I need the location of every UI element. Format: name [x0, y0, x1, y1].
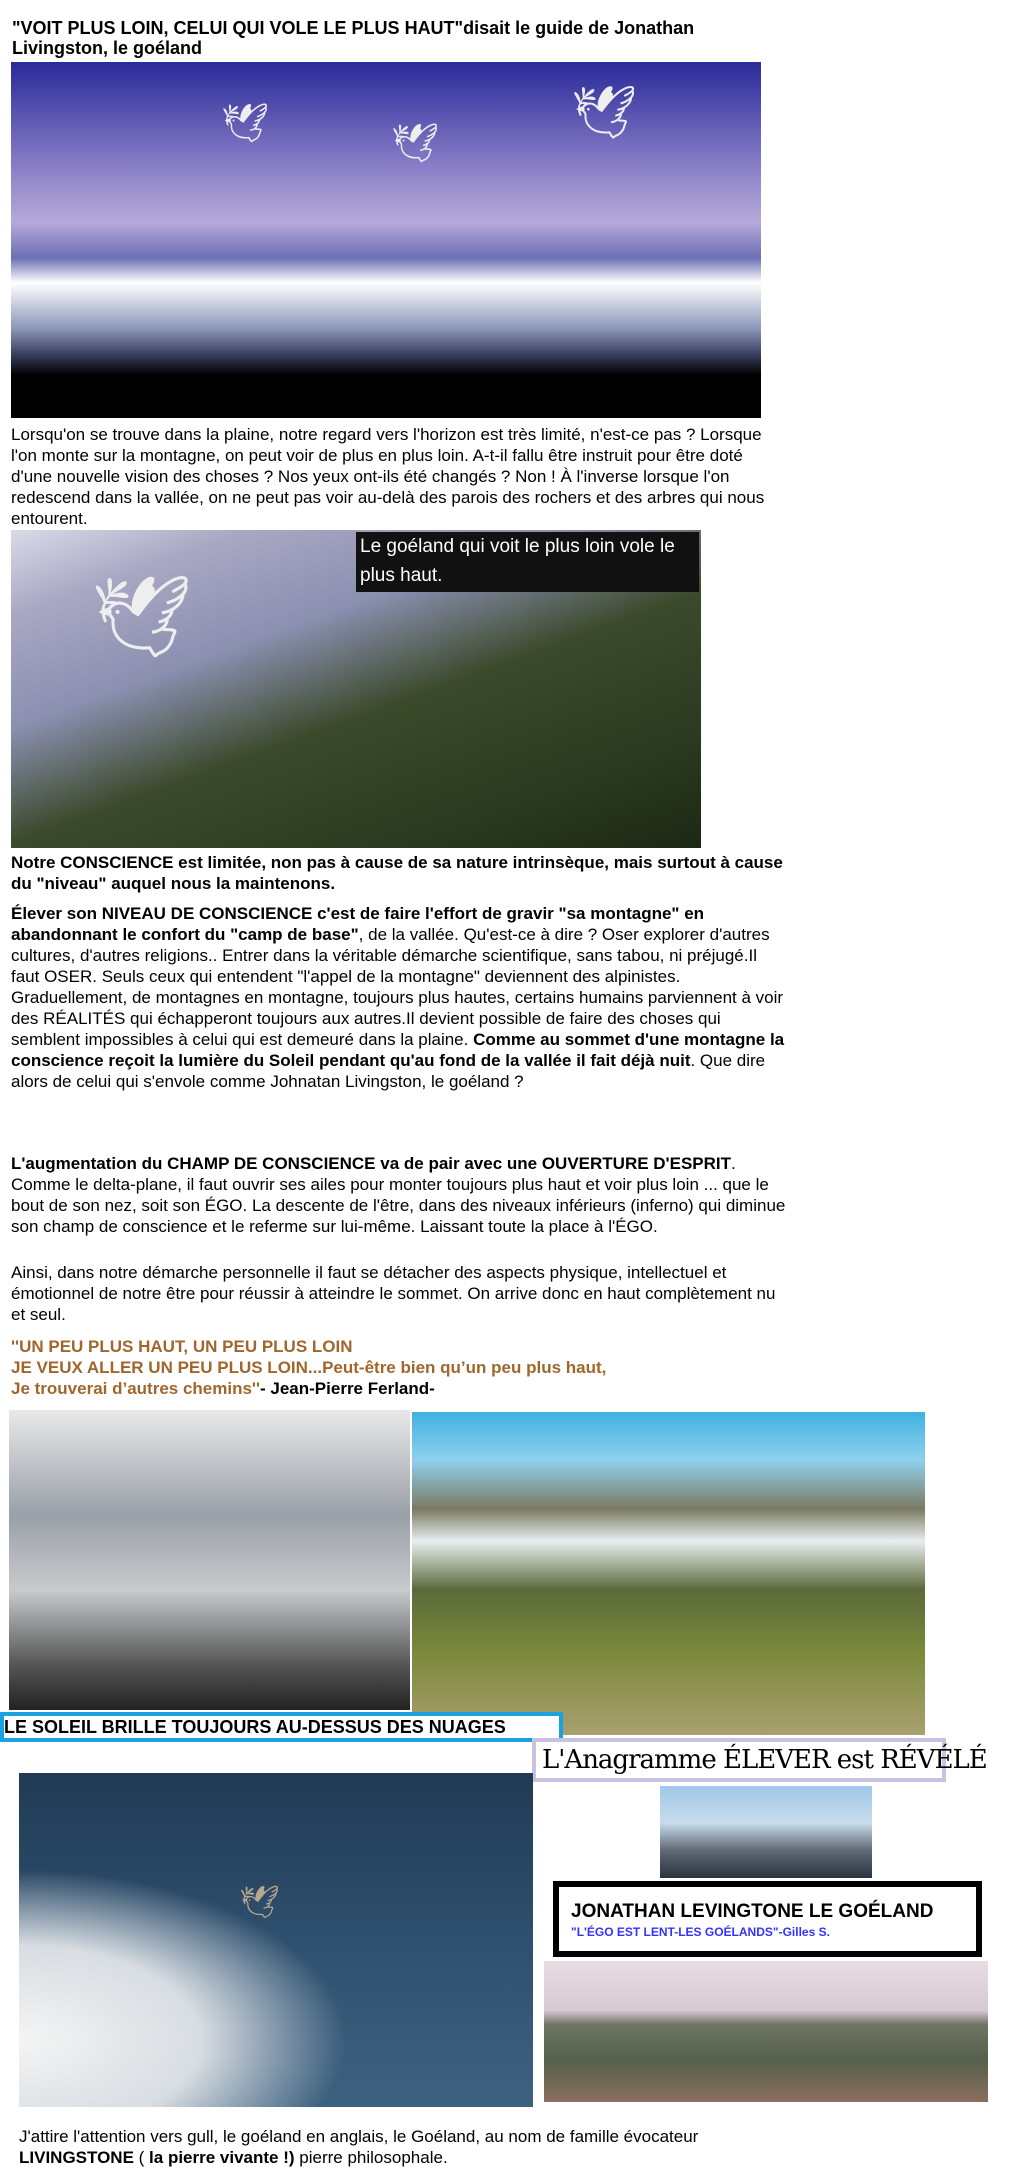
title-quote: "VOIT PLUS LOIN, CELUI QUI VOLE LE PLUS HAUT" [12, 18, 464, 38]
text: J'attire l'attention vers gull, le goéland en anglais, le Goéland, au nom de famille évocateur [19, 2127, 699, 2146]
conscience-paragraph: Notre CONSCIENCE est limitée, non pas à cause de sa nature intrinsèque, mais surtout à cause du "niveau" auquel nous la maintenons. [11, 853, 783, 893]
text: . Comme le delta-plane, il faut ouvrir ses ailes pour monter toujours plus haut et voir plus loin ... que le bout de son nez, soit son ÉGO. La descente de l'être, dans des niveaux inférieurs (inferno) qui diminue son champ de conscience et le referme sur lui-même. Laissant toute la place à l'ÉGO. [11, 1154, 786, 1236]
text: . Que dire alors de celui qui s'envole comme Johnatan Livingston, le goéland ? [11, 1051, 766, 1091]
bold-text: LIVINGSTONE [19, 2148, 134, 2167]
anagram-box: L'Anagramme ÉLEVER est RÉVÉLÉ [532, 1738, 946, 1782]
climbing-routes-mountain-image [660, 1786, 872, 1878]
box-title: JONATHAN LEVINGTONE LE GOÉLAND [571, 1901, 934, 1922]
image-caption: Le goéland qui voit le plus loin vole le plus haut. [356, 532, 699, 592]
text: pierre philosophale. [294, 2148, 448, 2167]
champ-paragraph [11, 1153, 786, 1237]
niveau-paragraph [11, 903, 786, 1092]
hiker-mountain-image [412, 1412, 925, 1735]
intro-paragraph: Lorsqu'on se trouve dans la plaine, notre regard vers l'horizon est très limité, n'est-ce pas ? Lorsque l'on monte sur la montagne, on peut voir de plus en plus loin. A-t-il fallu être instruit pour être doté d'une nouvelle vision des choses ? Nos yeux ont-ils été changés ? Non ! À l'inverse lorsque l'on redescend dans la vallée, on ne peut pas voir au-delà des parois des rochers et des arbres qui nous entourent. [11, 425, 765, 528]
seagulls-over-mountain-image: 🕊 🕊 🕊 [11, 62, 761, 418]
ferland-quote [11, 1336, 786, 1399]
box-subtitle: "L'ÉGO EST LENT-LES GOÉLANDS"-Gilles S. [571, 1925, 830, 1939]
gull-cliff-image: 🕊 [11, 530, 701, 848]
bold-text: la pierre vivante !) [149, 2148, 295, 2167]
ainsi-paragraph: Ainsi, dans notre démarche personnelle il faut se détacher des aspects physique, intellectuel et émotionnel de notre être pour réussir à atteindre le sommet. On arrive donc en haut complètement nu et seul. [11, 1263, 776, 1324]
man-pointing-clouds-image [9, 1410, 410, 1710]
text: ( [133, 2148, 150, 2167]
title-rest: disait le guide de Jonathan Livingston, le goéland [12, 18, 695, 58]
gull-sky-image: 🕊 [19, 1773, 533, 2107]
bold-text: L'augmentation du CHAMP DE CONSCIENCE va de pair avec une OUVERTURE D'ESPRIT [11, 1154, 732, 1173]
quote-line: ''UN PEU PLUS HAUT, UN PEU PLUS LOIN [11, 1337, 353, 1356]
quote-line: Je trouverai d’autres chemins'' [11, 1379, 261, 1398]
final-paragraph [19, 2126, 794, 2168]
jonathan-box [553, 1881, 982, 1957]
page-title [12, 18, 787, 58]
bold-text: Comme au sommet d'une montagne la conscience reçoit la lumière du Soleil pendant qu'au fond de la vallée il fait déjà nuit [11, 1030, 785, 1070]
people-overlook-image [544, 1961, 988, 2102]
sun-banner: LE SOLEIL BRILLE TOUJOURS AU-DESSUS DES NUAGES [0, 1712, 563, 1742]
quote-line: JE VEUX ALLER UN PEU PLUS LOIN...Peut-être bien qu’un peu plus haut, [11, 1358, 607, 1377]
bold-text: Élever son NIVEAU DE CONSCIENCE c'est de faire l'effort de gravir "sa montagne" en abandonnant le confort du "camp de base" [11, 904, 705, 944]
text: , de la vallée. Qu'est-ce à dire ? Oser explorer d'autres cultures, d'autres religions.. Entrer dans la véritable démarche scientifique, sans tabou, ni préjugé.Il faut OSER. Seuls ceux qui entendent "l'appel de la montagne" deviennent des alpinistes. Graduellement, de montagnes en montagne, toujours plus hautes, certains humains parviennent à voir des RÉALITÉS qui échapperont toujours aux autres.Il devient possible de faire des choses qui semblent impossibles à celui qui est demeuré dans la plaine. [11, 925, 784, 1049]
quote-author: - Jean-Pierre Ferland- [260, 1379, 435, 1398]
